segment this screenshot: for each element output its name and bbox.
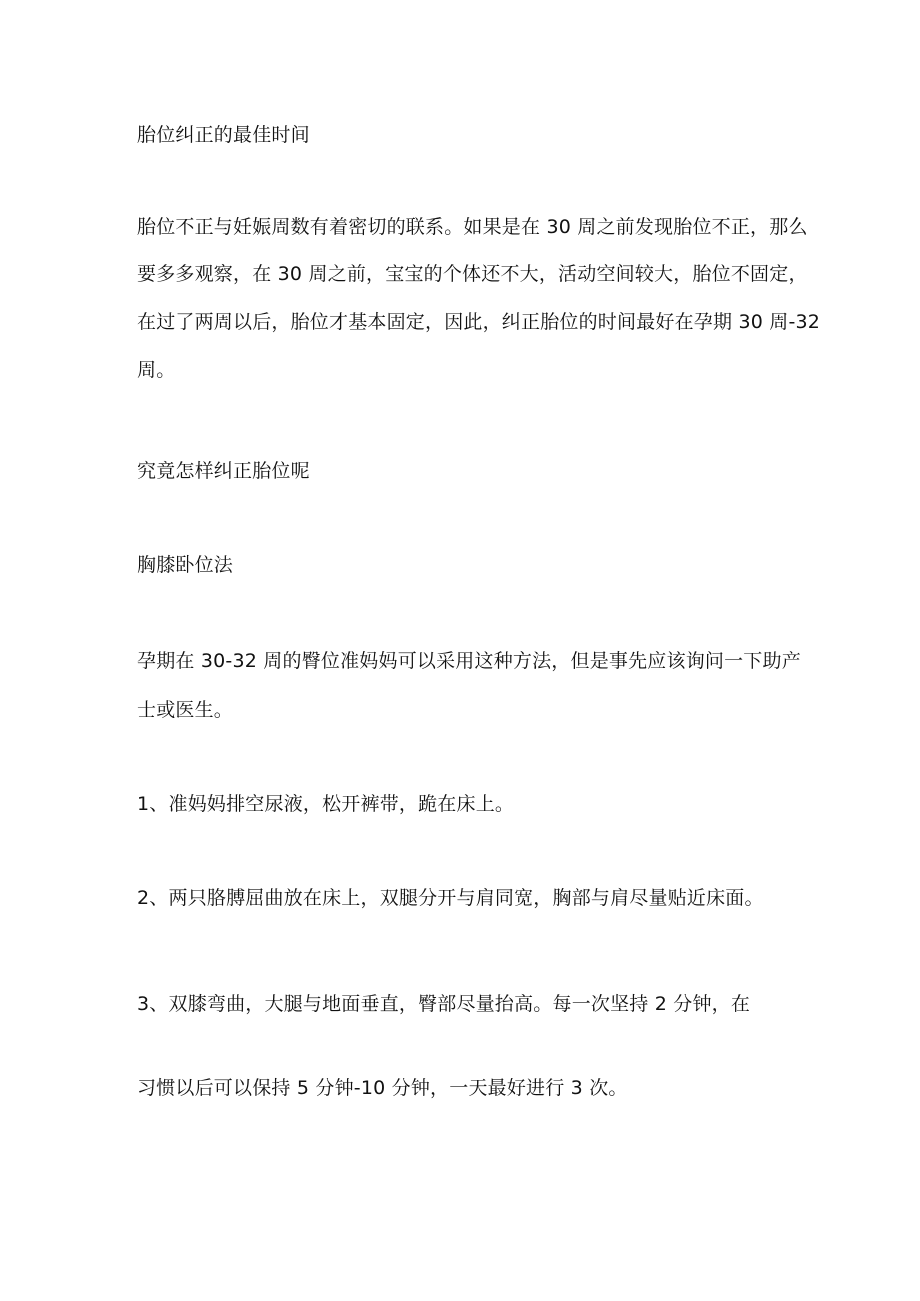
step-item-3: 3、双膝弯曲，大腿与地面垂直，臀部尽量抬高。每一次坚持 2 分钟，在 (137, 993, 751, 1015)
section-heading-knee-chest-position: 胸膝卧位法 (137, 554, 234, 576)
step-item-1: 1、准妈妈排空尿液，松开裤带，跪在床上。 (137, 793, 515, 815)
paragraph-line: 士或医生。 (137, 699, 234, 721)
section-heading-best-time: 胎位纠正的最佳时间 (137, 124, 310, 146)
step-item-3-continued: 习惯以后可以保持 5 分钟-10 分钟，一天最好进行 3 次。 (137, 1077, 628, 1099)
paragraph-line: 要多多观察，在 30 周之前，宝宝的个体还不大，活动空间较大，胎位不固定， (137, 263, 808, 285)
section-heading-how-to-correct: 究竟怎样纠正胎位呢 (137, 460, 310, 482)
paragraph-line: 孕期在 30-32 周的臀位准妈妈可以采用这种方法，但是事先应该询问一下助产 (137, 650, 801, 672)
paragraph-line: 在过了两周以后，胎位才基本固定，因此，纠正胎位的时间最好在孕期 30 周-32 (137, 311, 821, 333)
paragraph-line: 周。 (137, 359, 176, 381)
paragraph-line: 胎位不正与妊娠周数有着密切的联系。如果是在 30 周之前发现胎位不正，那么 (137, 216, 808, 238)
step-item-2: 2、两只胳膊屈曲放在床上，双腿分开与肩同宽，胸部与肩尽量贴近床面。 (137, 887, 764, 909)
